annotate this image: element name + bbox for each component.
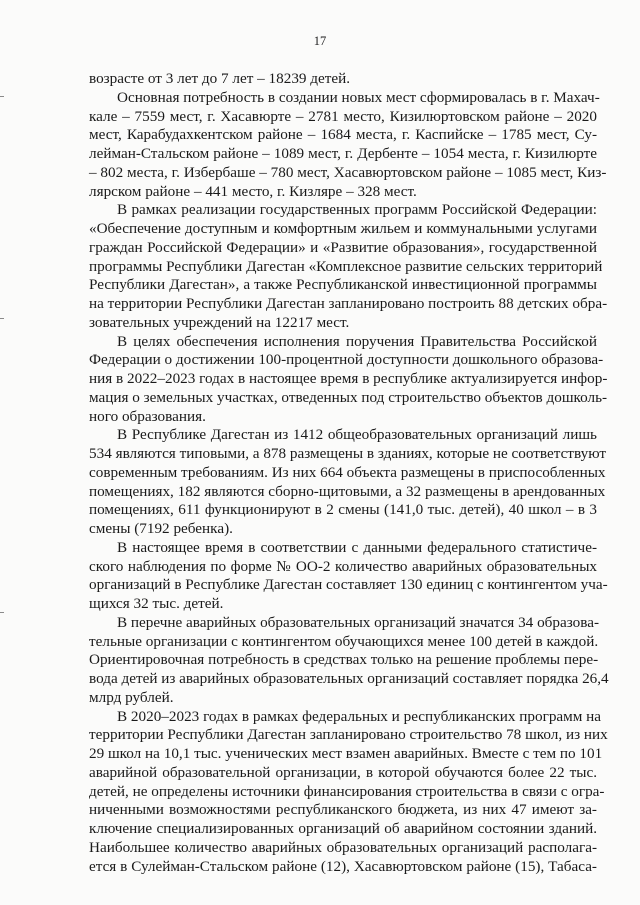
- text-line: – 802 места, г. Избербаше – 780 мест, Хасавюртовском районе – 1085 мест, Киз-: [89, 163, 607, 181]
- text-line: организаций в Республике Дагестан составляет 130 единиц с контингентом уча-: [89, 576, 608, 594]
- text-line: щихся 32 тыс. детей.: [89, 595, 224, 612]
- text-line: ется в Сулейман-Стальском районе (12), Хасавюртовском районе (15), Табаса-: [89, 857, 597, 875]
- text-line: Федерации о достижении 100-процентной доступности дошкольного образова-: [89, 351, 604, 369]
- text-line: ключение специализированных организаций об аварийном состоянии зданий.: [89, 820, 597, 837]
- scan-margin-mark: [0, 318, 4, 319]
- text-line: 534 являются типовыми, а 878 размещены в зданиях, которые не соответствуют: [89, 445, 606, 462]
- text-line: В 2020–2023 годах в рамках федеральных и республиканских программ на: [117, 707, 602, 725]
- text-line: «Обеспечение доступным и комфортным жильем и коммунальными услугами: [89, 220, 597, 237]
- scan-margin-mark: [0, 612, 4, 613]
- text-line: помещениях, 611 функционируют в 2 смены (141,0 тыс. детей), 40 школ – в 3: [89, 501, 597, 519]
- text-line: смены (7192 ребенка).: [89, 520, 233, 537]
- text-line: тельные организации с контингентом обучающихся менее 100 детей в каждой.: [89, 632, 599, 650]
- text-line: лярском районе – 441 место, г. Кизляре – 328 мест.: [89, 182, 417, 200]
- text-line: лейман-Стальском районе – 1089 мест, г. Дербенте – 1054 места, г. Кизилюрте: [89, 145, 597, 162]
- text-line: 29 школ на 10,1 тыс. ученических мест взамен аварийных. Вместе с тем по 101: [89, 745, 603, 762]
- text-line: мация о земельных участках, отведенных под строительство объектов дошколь-: [89, 388, 608, 406]
- text-line: ного образования.: [89, 407, 206, 425]
- page-number: 17: [313, 34, 327, 48]
- scan-margin-mark: [0, 96, 4, 97]
- text-line: программы Республики Дагестан «Комплексное развитие сельских территорий: [89, 257, 603, 275]
- text-line: возрасте от 3 лет до 7 лет – 18239 детей.: [89, 70, 351, 87]
- text-line: ского наблюдения по форме № ОО-2 количество аварийных образовательных: [89, 557, 597, 575]
- text-line: Основная потребность в создании новых мест сформировалась в г. Махач-: [117, 88, 600, 106]
- text-line: детей, не определены источники финансирования строительства в связи с огра-: [89, 782, 605, 800]
- text-line: ния в 2022–2023 годах в настоящее время в республике актуализируется инфор-: [89, 370, 608, 387]
- text-line: В Республике Дагестан из 1412 общеобразовательных организаций лишь: [117, 426, 597, 444]
- text-line: на территории Республики Дагестан запланировано построить 88 детских обра-: [89, 295, 608, 312]
- body-text: [89, 70, 609, 876]
- text-line: млрд рублей.: [89, 688, 174, 706]
- text-line: вода детей из аварийных образовательных организаций составляет порядка 26,4: [89, 670, 609, 687]
- text-line: В целях обеспечения исполнения поручения Правительства Российской: [117, 332, 597, 350]
- text-line: Республики Дагестан», а также Республиканской инвестиционной программы: [89, 276, 597, 294]
- text-line: мест, Карабудахкентском районе – 1684 места, г. Каспийске – 1785 мест, Су-: [89, 126, 597, 144]
- text-line: ниченными возможностями республиканского бюджета, из них 47 имеют за-: [89, 801, 597, 819]
- text-line: зовательных учреждений на 12217 мест.: [89, 313, 350, 331]
- text-line: помещениях, 182 являются сборно-щитовыми, а 32 размещены в арендованных: [89, 482, 606, 500]
- text-line: Ориентировочная потребность в средствах только на решение проблемы пере-: [89, 651, 599, 669]
- text-line: аварийной образовательной организации, в которой обучаются более 22 тыс.: [89, 763, 597, 781]
- text-line: граждан Российской Федерации» и «Развитие образования», государственной: [89, 238, 597, 256]
- text-line: В настоящее время в соответствии с данными федерального статистиче-: [117, 538, 597, 556]
- text-line: В рамках реализации государственных программ Российской Федерации:: [117, 201, 597, 219]
- text-line: современным требованиям. Из них 664 объекта размещены в приспособленных: [89, 463, 606, 481]
- text-line: В перечне аварийных образовательных организаций значатся 34 образова-: [117, 613, 600, 631]
- text-line: территории Республики Дагестан запланировано строительство 78 школ, из них: [89, 726, 608, 744]
- text-line: Наибольшее количество аварийных образовательных организаций располага-: [89, 838, 597, 856]
- text-line: кале – 7559 мест, г. Хасавюрте – 2781 место, Кизилюртовском районе – 2020: [89, 107, 597, 125]
